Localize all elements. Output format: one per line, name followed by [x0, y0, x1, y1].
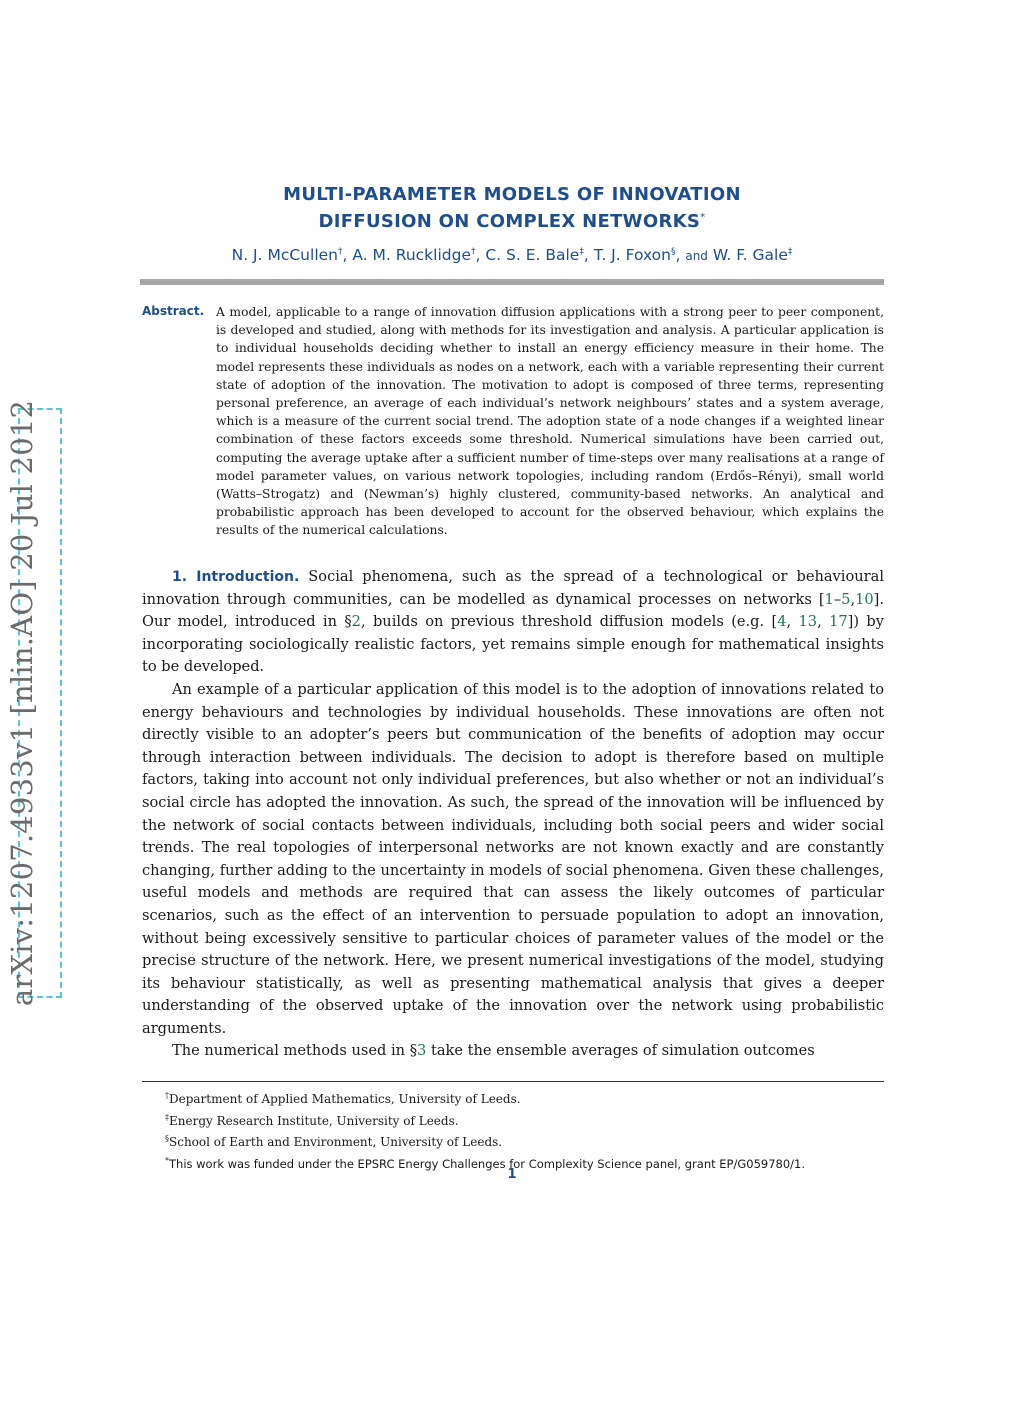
citation-link[interactable]: 4 — [777, 613, 787, 631]
citation-link[interactable]: 10 — [855, 590, 874, 608]
footnote-mark: § — [165, 1134, 169, 1143]
author-affil-mark: ‡ — [579, 246, 584, 257]
author-name: A. M. Rucklidge — [352, 246, 471, 264]
author-affil-mark: † — [337, 246, 343, 257]
author-separator: , — [583, 246, 594, 264]
citation-link[interactable]: 1 — [824, 590, 834, 608]
footnote-text: School of Earth and Environment, University of Leeds. — [169, 1135, 503, 1149]
title-footnote-mark: * — [700, 212, 706, 223]
footnote-text: Energy Research Institute, University of Leeds. — [169, 1113, 459, 1128]
author-separator: , — [675, 246, 686, 264]
header-rule — [140, 279, 884, 285]
author-name: N. J. McCullen — [231, 246, 338, 264]
abstract-label: Abstract. — [142, 304, 205, 318]
footnote-mark: † — [165, 1091, 169, 1100]
intro-paragraph-1 — [142, 566, 884, 679]
text-run: , — [850, 590, 856, 608]
section-link[interactable]: 2 — [351, 613, 361, 631]
footnotes — [165, 1087, 805, 1173]
author-separator: , — [342, 246, 353, 264]
footnote-text: This work was funded under the EPSRC Energy Challenges for Complexity Science panel, grant EP/G059780/1. — [169, 1156, 806, 1171]
title-line-1: MULTI-PARAMETER MODELS OF INNOVATION — [283, 184, 741, 205]
author-and: and — [685, 249, 708, 263]
abstract-text: A model, applicable to a range of innovation diffusion applications with a strong peer to peer component, is developed and studied, along with methods for its investigation and analysis. A particular application is to individual households deciding whether to install an energy efficiency measure in their home. The model represents these individuals as nodes on a network, each with a variable representing their current state of adoption of the innovation. The motivation to adopt is composed of three terms, representing personal preference, an average of each individual’s network neighbours’ states and a system average, which is a measure of the current social trend. The adoption state of a node changes if a weighted linear combination of these factors exceeds some threshold. Numerical simulations have been carried out, computing the average uptake after a sufficient number of time-steps over many realisations at a range of model parameter values, on various network topologies, including random (Erdős–Rényi), small world (Watts–Strogatz) and (Newman’s) highly clustered, community-based networks. An analytical and probabilistic approach has been developed to account for the observed behaviour, which explains the results of the numerical calculations. — [216, 305, 884, 538]
citation-link[interactable]: 5 — [841, 590, 851, 608]
footnote-mark: * — [165, 1155, 169, 1165]
author-separator: , — [475, 246, 486, 264]
text-run: ]. Our model, introduced in § — [142, 590, 884, 631]
text-run: take the ensemble averages of simulation outcomes — [426, 1042, 815, 1060]
text-run: The numerical methods used in § — [172, 1042, 418, 1060]
author-affil-mark: § — [670, 246, 676, 257]
title-line-2 — [0, 206, 1024, 233]
section-heading: 1. Introduction. — [172, 569, 300, 585]
text-run: , builds on previous threshold diffusion models (e.g. [ — [360, 613, 778, 631]
text-run: ]) by incorporating sociologically realistic factors, yet remains simple enough for mathematical insights to be developed. — [142, 613, 884, 676]
citation-link[interactable]: 13 — [798, 613, 818, 631]
footnote — [165, 1130, 805, 1152]
text-run: Social phenomena, such as the spread of a technological or behavioural innovation through communities, can be modelled as dynamical processes on networks [ — [142, 568, 884, 608]
author-name: W. F. Gale — [712, 246, 788, 264]
text-run: , — [786, 613, 799, 631]
citation-link[interactable]: 17 — [829, 613, 848, 631]
author-name: T. J. Foxon — [593, 246, 671, 264]
author-name: C. S. E. Bale — [485, 246, 580, 264]
footnote — [165, 1109, 805, 1131]
introduction-section — [142, 566, 884, 1063]
footnote-mark: ‡ — [165, 1112, 169, 1122]
author-affil-mark: ‡ — [787, 246, 793, 257]
arxiv-identifier: arXiv:1207.4933v1 [nlin.AO] 20 Jul 2012 — [5, 399, 39, 1007]
footnote — [165, 1087, 805, 1109]
intro-paragraph-2: An example of a particular application of this model is to the adoption of innovations related to energy behaviours and technologies by individual households. These innovations are often not directly visible to an adopter’s peers but communication of the benefits of adoption may occur through interaction between individuals. The decision to adopt is therefore based on multiple factors, taking into account not only individual preferences, but also whether or not an individual’s social circle has adopted the innovation. As such, the spread of the innovation will be influenced by the network of social contacts between individuals, including both social peers and wider social trends. The real topologies of interpersonal networks are not known exactly and are constantly changing, further adding to the uncertainty in models of social phenomena. Given these challenges, useful models and methods are required that can assess the likely outcomes of particular scenarios, such as the effect of an intervention to persuade population to adopt an innovation, without being excessively sensitive to particular choices of parameter values of the model or the precise structure of the network. Here, we present numerical investigations of the model, studying its behaviour statistically, as well as presenting mathematical analysis that gives a deeper understanding of the observed uptake of the innovation over the network using probabilistic arguments. — [142, 680, 884, 1037]
title-line-2-text: DIFFUSION ON COMPLEX NETWORKS — [318, 211, 701, 232]
author-list — [0, 246, 1024, 264]
text-run: – — [833, 590, 842, 608]
paper-title — [0, 183, 1024, 233]
section-link[interactable]: 3 — [417, 1042, 427, 1060]
page-number: 1 — [507, 1167, 517, 1182]
footnote-text: Department of Applied Mathematics, University of Leeds. — [169, 1092, 521, 1106]
text-run: , — [817, 613, 830, 631]
intro-paragraph-3 — [142, 1040, 884, 1063]
footnote-rule — [142, 1081, 884, 1082]
author-affil-mark: † — [470, 246, 476, 257]
